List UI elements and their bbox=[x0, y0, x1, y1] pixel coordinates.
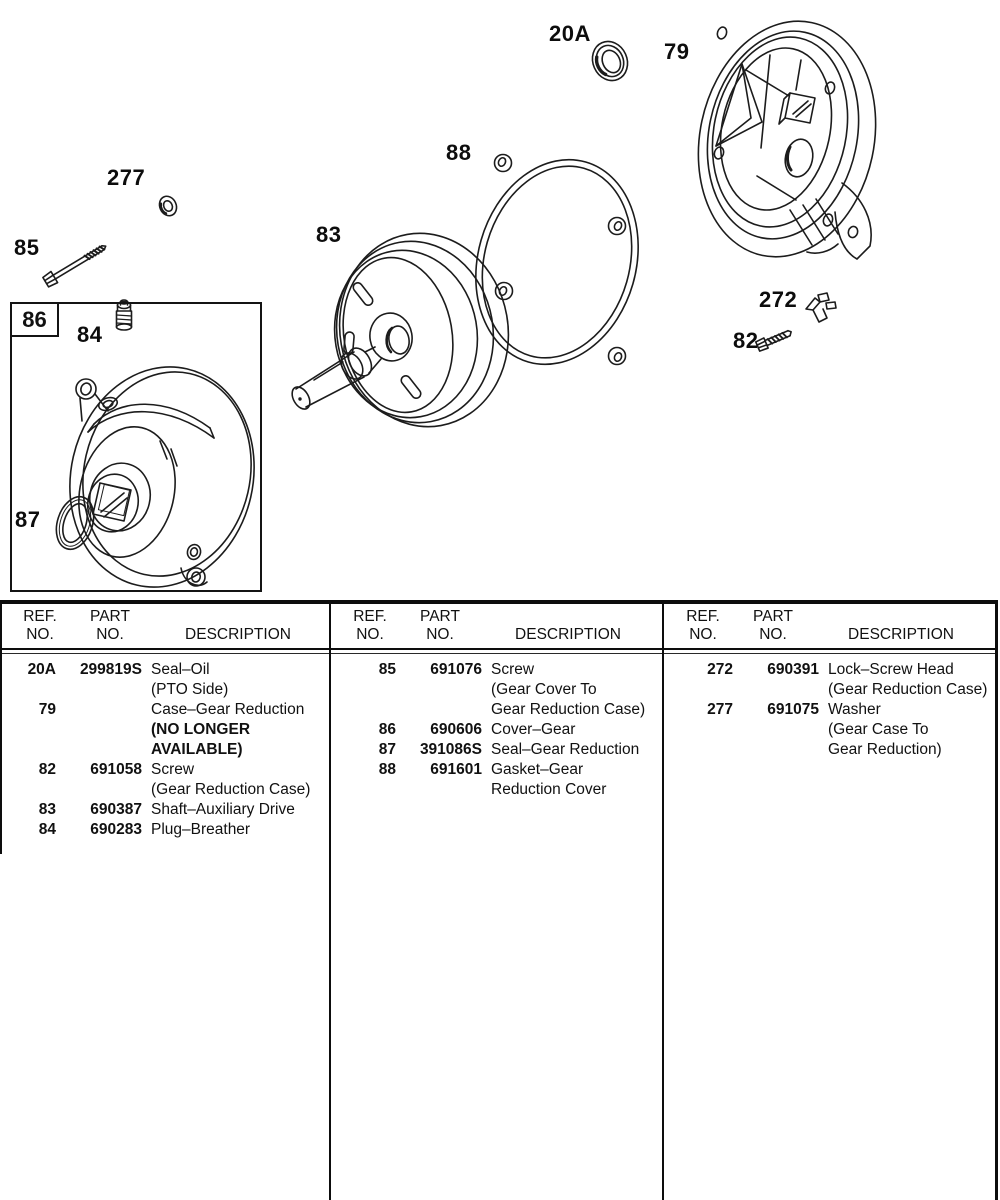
ref-no: 88 bbox=[378, 761, 396, 778]
description-line: (Gear Reduction Case) bbox=[828, 681, 988, 698]
gasket-drawing bbox=[452, 140, 661, 383]
ref-no: 79 bbox=[38, 701, 56, 718]
callout-83: 83 bbox=[316, 222, 342, 247]
description-line: Shaft–Auxiliary Drive bbox=[151, 801, 295, 818]
seal-oil-drawing bbox=[586, 36, 633, 86]
parts-row bbox=[677, 700, 998, 760]
part-no: 391086S bbox=[419, 741, 482, 758]
description-line: Gear Reduction Case) bbox=[491, 701, 646, 718]
part-no: 691075 bbox=[767, 701, 819, 718]
description-line: Lock–Screw Head bbox=[828, 661, 954, 678]
parts-column-3 bbox=[663, 600, 998, 1200]
callout-85: 85 bbox=[14, 235, 40, 260]
parts-row bbox=[0, 800, 330, 820]
description-line: Case–Gear Reduction bbox=[151, 701, 305, 718]
part-no: 690391 bbox=[767, 661, 819, 678]
part-description bbox=[142, 700, 330, 760]
callout-79: 79 bbox=[664, 39, 690, 64]
part-description bbox=[819, 700, 998, 760]
callout-87: 87 bbox=[15, 507, 41, 532]
callout-84: 84 bbox=[77, 322, 103, 347]
ref-no: 272 bbox=[707, 661, 733, 678]
description-line: Gasket–Gear bbox=[491, 761, 584, 778]
gear-cover-inset-box bbox=[10, 302, 262, 592]
ref-no: 87 bbox=[378, 741, 396, 758]
description-line: Washer bbox=[828, 701, 881, 718]
description-line: Seal–Gear Reduction bbox=[491, 741, 640, 758]
description-line: (NO LONGER bbox=[151, 721, 251, 738]
parts-rows bbox=[0, 660, 330, 840]
part-no-header: PART NO. bbox=[420, 608, 460, 643]
column-header bbox=[330, 608, 663, 648]
callout-272: 272 bbox=[759, 287, 798, 312]
parts-row bbox=[0, 760, 330, 800]
parts-column-2 bbox=[330, 600, 663, 1200]
lock-screw-head-drawing bbox=[806, 293, 836, 322]
description-line: Plug–Breather bbox=[151, 821, 251, 838]
part-no-header: PART NO. bbox=[90, 608, 130, 643]
part-no: 691601 bbox=[430, 761, 482, 778]
ref-no: 86 bbox=[378, 721, 396, 738]
description-line: Screw bbox=[491, 661, 535, 678]
case-gear-reduction-drawing bbox=[677, 5, 897, 274]
washer-drawing bbox=[156, 194, 179, 219]
parts-row bbox=[0, 660, 330, 700]
parts-row bbox=[0, 700, 330, 760]
column-header bbox=[0, 608, 330, 648]
ref-no: 82 bbox=[38, 761, 56, 778]
parts-row bbox=[340, 740, 663, 760]
ref-no: 277 bbox=[707, 701, 733, 718]
ref-no: 83 bbox=[38, 801, 56, 818]
part-description bbox=[142, 820, 330, 840]
part-no: 299819S bbox=[79, 661, 142, 678]
ref-no-header: REF. NO. bbox=[353, 608, 387, 643]
description-line: Gear Reduction) bbox=[828, 741, 942, 758]
part-description bbox=[482, 760, 663, 800]
part-description bbox=[482, 740, 663, 760]
description-line: Screw bbox=[151, 761, 195, 778]
parts-row bbox=[340, 660, 663, 720]
description-line: AVAILABLE) bbox=[151, 741, 243, 758]
ref-no-header: REF. NO. bbox=[686, 608, 720, 643]
part-no: 691076 bbox=[430, 661, 482, 678]
parts-table bbox=[0, 600, 1000, 1200]
callout-86: 86 bbox=[10, 302, 59, 337]
parts-rows bbox=[663, 660, 998, 760]
ref-no: 84 bbox=[38, 821, 56, 838]
parts-row bbox=[340, 760, 663, 800]
part-no-header: PART NO. bbox=[753, 608, 793, 643]
ref-no-header: REF. NO. bbox=[23, 608, 57, 643]
description-line: Reduction Cover bbox=[491, 781, 607, 798]
gear-cover-screw-drawing bbox=[42, 241, 109, 288]
ref-no: 85 bbox=[378, 661, 396, 678]
description-line: (PTO Side) bbox=[151, 681, 229, 698]
part-no: 690387 bbox=[90, 801, 142, 818]
description-header: DESCRIPTION bbox=[515, 626, 621, 643]
parts-row bbox=[0, 820, 330, 840]
part-description bbox=[482, 720, 663, 740]
parts-row bbox=[677, 660, 998, 700]
callout-88: 88 bbox=[446, 140, 472, 165]
column-header bbox=[663, 608, 998, 648]
description-line: (Gear Case To bbox=[828, 721, 929, 738]
parts-row bbox=[340, 720, 663, 740]
part-description bbox=[142, 660, 330, 700]
part-no bbox=[56, 700, 142, 760]
part-no: 690606 bbox=[430, 721, 482, 738]
gear-case-screw-drawing bbox=[756, 327, 794, 351]
description-line: Seal–Oil bbox=[151, 661, 210, 678]
description-line: (Gear Cover To bbox=[491, 681, 597, 698]
part-no: 690283 bbox=[90, 821, 142, 838]
description-line: (Gear Reduction Case) bbox=[151, 781, 311, 798]
part-description bbox=[819, 660, 998, 700]
description-header: DESCRIPTION bbox=[848, 626, 954, 643]
parts-rows bbox=[330, 660, 663, 800]
part-description bbox=[482, 660, 663, 720]
part-description bbox=[142, 800, 330, 820]
callout-20a: 20A bbox=[549, 21, 591, 46]
callout-277: 277 bbox=[107, 165, 146, 190]
description-line: Cover–Gear bbox=[491, 721, 576, 738]
parts-column-1 bbox=[0, 600, 330, 1200]
callout-82: 82 bbox=[733, 328, 759, 353]
part-no: 691058 bbox=[90, 761, 142, 778]
part-description bbox=[142, 760, 330, 800]
ref-no: 20A bbox=[27, 661, 56, 678]
description-header: DESCRIPTION bbox=[185, 626, 291, 643]
